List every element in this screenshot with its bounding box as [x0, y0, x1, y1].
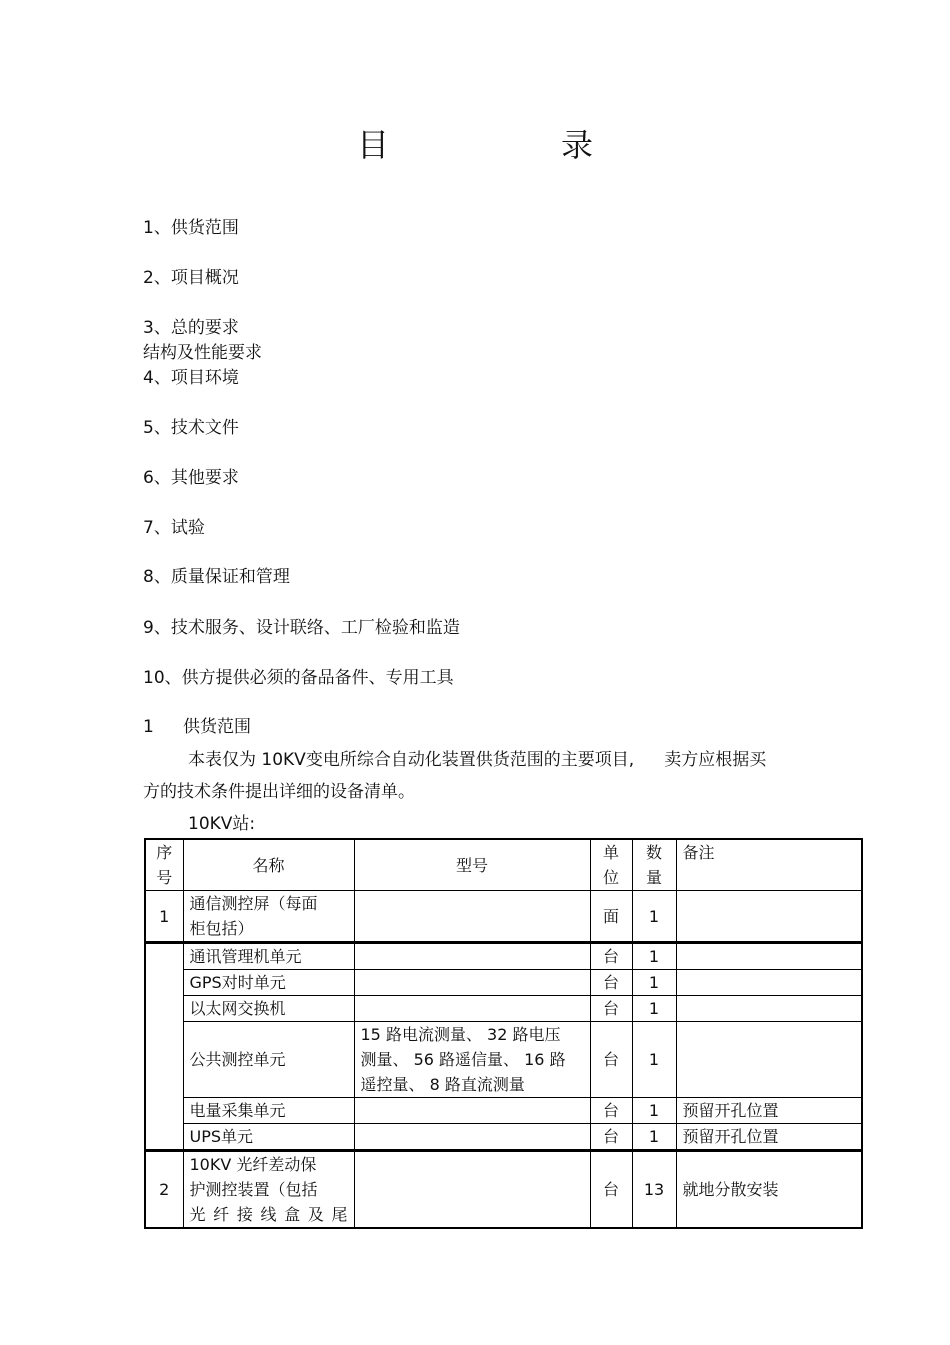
row-model — [354, 943, 590, 970]
row-remark — [676, 943, 862, 970]
header-model: 型号 — [354, 839, 590, 891]
section-heading — [143, 716, 251, 738]
intro-paragraph-line1 — [188, 749, 766, 771]
row-name: 电量采集单元 — [183, 1098, 354, 1124]
row-name: UPS单元 — [183, 1124, 354, 1151]
row-unit: 台 — [590, 1098, 632, 1124]
row-unit: 台 — [590, 970, 632, 996]
toc-item: 3、总的要求 — [143, 318, 239, 338]
toc-item: 4、项目环境 — [143, 368, 239, 388]
row-remark — [676, 996, 862, 1022]
table-row — [145, 891, 862, 943]
toc-item: 5、技术文件 — [143, 418, 239, 438]
row-unit: 台 — [590, 943, 632, 970]
header-seq: 序 号 — [145, 839, 183, 891]
table-row — [145, 970, 862, 996]
intro-text-a: 本表仅为 10KV变电所综合自动化装置供货范围的主要项目, — [188, 750, 635, 770]
row-model — [354, 891, 590, 943]
row-name: 10KV 光纤差动保 护测控装置（包括 光纤接线盒及尾 — [183, 1151, 354, 1229]
row-qty: 1 — [632, 996, 676, 1022]
row-unit: 台 — [590, 1151, 632, 1229]
header-unit: 单 位 — [590, 839, 632, 891]
toc-item: 7、试验 — [143, 518, 205, 538]
toc-item: 1、供货范围 — [143, 218, 239, 238]
row-remark — [676, 891, 862, 943]
table-header-row — [145, 839, 862, 891]
table-row — [145, 943, 862, 970]
toc-item: 6、其他要求 — [143, 468, 239, 488]
header-name: 名称 — [183, 839, 354, 891]
row-qty: 1 — [632, 1022, 676, 1098]
row-unit: 面 — [590, 891, 632, 943]
toc-item: 结构及性能要求 — [143, 343, 262, 363]
row-name: 通讯管理机单元 — [183, 943, 354, 970]
section-number: 1 — [143, 717, 154, 737]
row-model — [354, 1098, 590, 1124]
row-remark — [676, 1022, 862, 1098]
row-seq-group — [145, 943, 183, 1151]
row-unit: 台 — [590, 1022, 632, 1098]
header-remark: 备注 — [676, 839, 862, 891]
row-model — [354, 996, 590, 1022]
row-seq: 1 — [145, 891, 183, 943]
row-model — [354, 1151, 590, 1229]
table-row — [145, 1098, 862, 1124]
intro-paragraph-line2: 方的技术条件提出详细的设备清单。 — [143, 782, 415, 802]
toc-item: 9、技术服务、设计联络、工厂检验和监造 — [143, 618, 460, 638]
station-label: 10KV站: — [188, 814, 256, 834]
table-row — [145, 1022, 862, 1098]
row-name: 以太网交换机 — [183, 996, 354, 1022]
page-title: 目 录 — [356, 126, 663, 164]
row-seq: 2 — [145, 1151, 183, 1229]
row-name: 公共测控单元 — [183, 1022, 354, 1098]
row-remark: 就地分散安装 — [676, 1151, 862, 1229]
row-model: 15 路电流测量、 32 路电压 测量、 56 路遥信量、 16 路 遥控量、 8 路直流测量 — [354, 1022, 590, 1098]
row-name: 通信测控屏（每面 柜包括） — [183, 891, 354, 943]
table-row — [145, 1124, 862, 1151]
row-unit: 台 — [590, 996, 632, 1022]
row-qty: 1 — [632, 943, 676, 970]
table-row — [145, 996, 862, 1022]
row-unit: 台 — [590, 1124, 632, 1151]
row-model — [354, 1124, 590, 1151]
intro-text-b: 卖方应根据买 — [664, 750, 767, 770]
row-qty: 1 — [632, 1098, 676, 1124]
toc-item: 2、项目概况 — [143, 268, 239, 288]
row-remark: 预留开孔位置 — [676, 1098, 862, 1124]
table-row — [145, 1151, 862, 1229]
row-qty: 1 — [632, 891, 676, 943]
section-title: 供货范围 — [183, 717, 251, 737]
row-qty: 13 — [632, 1151, 676, 1229]
row-qty: 1 — [632, 970, 676, 996]
toc-item: 10、供方提供必须的备品备件、专用工具 — [143, 668, 454, 688]
row-qty: 1 — [632, 1124, 676, 1151]
toc-item: 8、质量保证和管理 — [143, 567, 290, 587]
row-remark: 预留开孔位置 — [676, 1124, 862, 1151]
header-qty: 数 量 — [632, 839, 676, 891]
supply-scope-table — [144, 838, 863, 1229]
row-remark — [676, 970, 862, 996]
row-model — [354, 970, 590, 996]
row-name: GPS对时单元 — [183, 970, 354, 996]
